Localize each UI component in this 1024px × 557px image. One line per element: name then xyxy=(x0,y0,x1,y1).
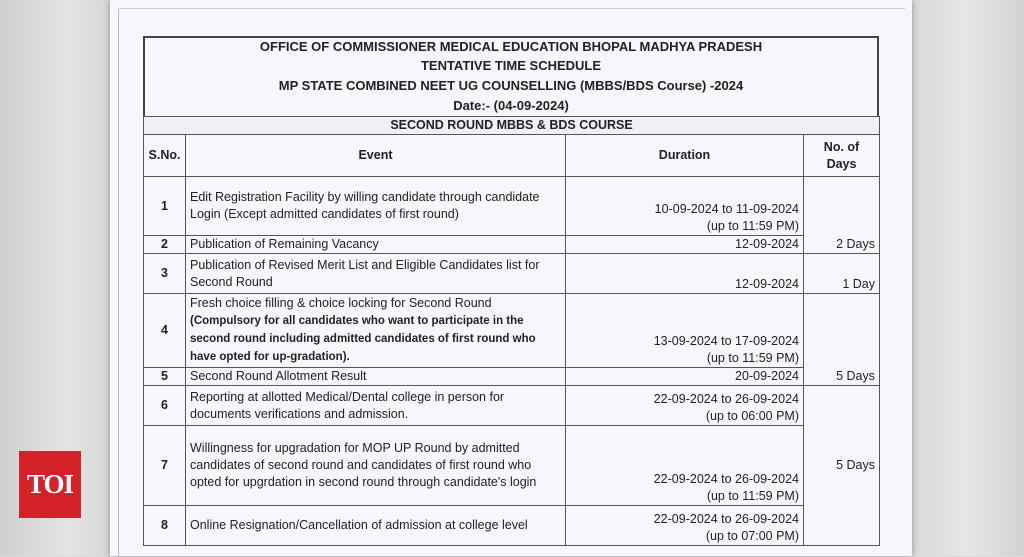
schedule-table xyxy=(143,116,880,546)
header-office: OFFICE OF COMMISSIONER MEDICAL EDUCATION BHOPAL MADHYA PRADESH xyxy=(259,39,763,54)
blurred-background-right xyxy=(910,0,1024,556)
round-title: SECOND ROUND MBBS & BDS COURSE xyxy=(144,117,880,135)
table-header-row xyxy=(144,135,880,177)
table-row: 6 Reporting at allotted Medical/Dental college in person for documents verifications and admission. 22-09-2024 to 26-09-2024 (up to 06:00 PM) 5 Days xyxy=(144,386,880,426)
table-row: 7 Willingness for upgradation for MOP UP Round by admitted candidates of second round and candidates of first round who opted for upgrdation in second round through candidate's login 22-09-2024 to 26-09-2024 (up to 11:59 PM) xyxy=(144,426,880,506)
table-row: 3 Publication of Revised Merit List and Eligible Candidates list for Second Round 12-09-2024 1 Day xyxy=(144,254,880,294)
table-row: 8 Online Resignation/Cancellation of admission at college level 22-09-2024 to 26-09-2024 (up to 07:00 PM) xyxy=(144,506,880,546)
header-counselling: MP STATE COMBINED NEET UG COUNSELLING (MBBS/BDS Course) -2024 xyxy=(278,78,744,93)
header-schedule: TENTATIVE TIME SCHEDULE xyxy=(420,58,602,73)
table-row: 4 Fresh choice filling & choice locking for Second Round (Compulsory for all candidates who want to participate in the second round including admitted candidates of first round who have opted for up-gradation). 13-09-2024 to 17-09-2024 (up to 11:59 PM) 5 Days xyxy=(144,294,880,368)
col-days: No. of Days xyxy=(804,135,880,177)
col-duration: Duration xyxy=(566,135,804,177)
col-event: Event xyxy=(186,135,566,177)
event-note: (Compulsory for all candidates who want to participate in the second round including admitted candidates of first round who have opted for up-gradation). xyxy=(190,315,536,363)
toi-logo: TOI xyxy=(19,451,81,518)
col-sno: S.No. xyxy=(144,135,186,177)
table-row: 1 Edit Registration Facility by willing candidate through candidate Login (Except admitted candidates of first round) 10-09-2024 to 11-09-2024 (up to 11:59 PM) 2 Days xyxy=(144,177,880,236)
table-row: 5 Second Round Allotment Result 20-09-2024 xyxy=(144,368,880,386)
table-row: 2 Publication of Remaining Vacancy 12-09-2024 xyxy=(144,236,880,254)
header-date: Date:- (04-09-2024) xyxy=(453,98,569,113)
document-header xyxy=(143,36,879,116)
